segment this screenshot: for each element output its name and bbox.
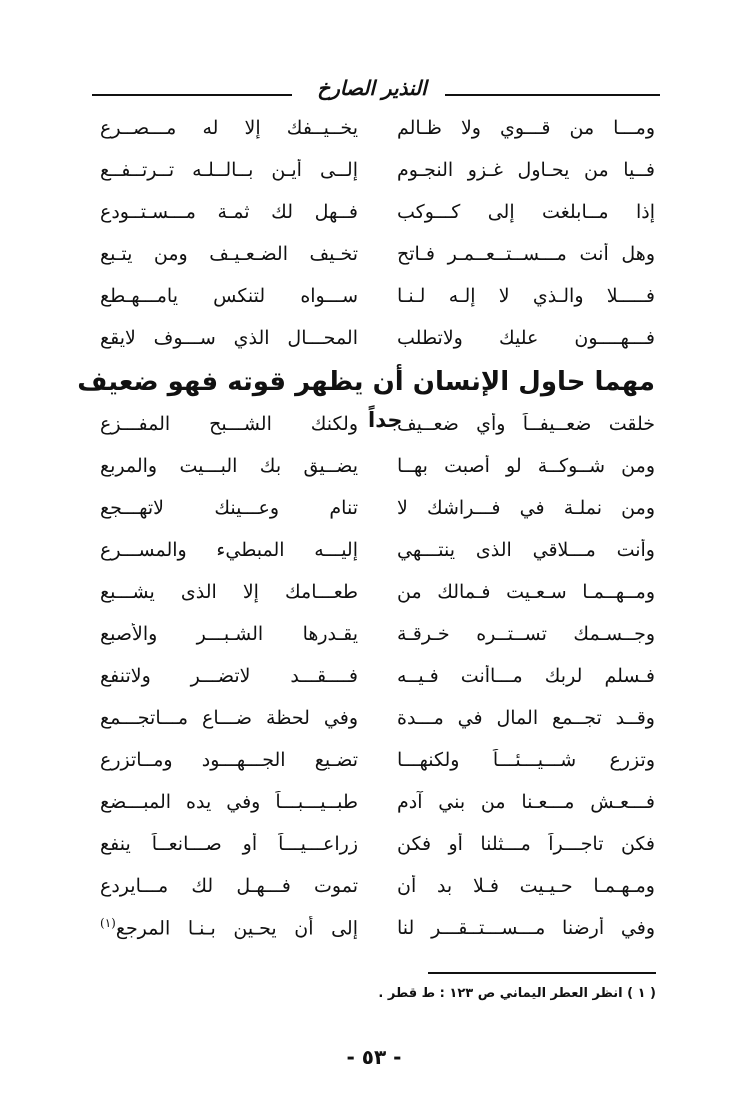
verse-first-hemistich: ومــهــمـا سـعـيت فـمالك من xyxy=(397,581,655,603)
running-header xyxy=(92,76,660,102)
verse-first-hemistich: فـــــلا والـذي لا إلـه لـنـا xyxy=(397,285,655,307)
verse-line xyxy=(100,571,655,613)
verse-second-hemistich: طعـــامك إلا الذى يشـــبع xyxy=(100,581,358,603)
verse-first-hemistich: فكن تاجـــراً مـــثلنا أو فكن xyxy=(397,833,655,855)
verse-second-hemistich: فــــقـــد لاتضـــر ولاتنفع xyxy=(100,665,358,687)
verse-line xyxy=(100,655,655,697)
verse-line xyxy=(100,865,655,907)
verse-first-hemistich: ومن شــوكــة لو أصبت بهــا xyxy=(397,455,655,477)
verse-second-hemistich: يخــيــفك إلا له مـــصــرع xyxy=(100,117,358,139)
verse-first-hemistich: خلقت ضعــيفــاً وأي ضعــيف xyxy=(397,413,655,435)
verse-first-hemistich: فـــهــــون عليك ولاتطلب xyxy=(397,327,655,349)
page-number: - ٥٣ - xyxy=(346,1045,402,1069)
heading-continuation: جداً xyxy=(368,408,403,432)
verse-line xyxy=(100,107,655,149)
verse-first-hemistich: وقــد تجــمع المال في مـــدة xyxy=(397,707,655,729)
verse-first-hemistich: وتزرع شـــيـــئـــاً ولكنهـــا xyxy=(397,749,655,771)
verse-line xyxy=(100,823,655,865)
verse-second-hemistich: طبــيـــبـــاً وفي يده المبـــضع xyxy=(100,791,358,813)
footnote: ( ١ ) انظر العطر اليماني ص ١٢٣ : ط قطر . xyxy=(378,986,656,1001)
verse-first-hemistich: ومن نملـة في فـــراشك لا xyxy=(397,497,655,519)
verse-second-hemistich: ســـواه لتنكس يامـــهـطع xyxy=(100,285,358,307)
footnote-rule xyxy=(428,972,656,974)
verse-line xyxy=(100,445,655,487)
verse-first-hemistich: فــيا من يحـاول غـزو النجـوم xyxy=(397,159,655,181)
header-title: النذير الصارخ xyxy=(317,76,427,100)
verse-second-hemistich: المحـــال الذي ســـوف لايقع xyxy=(100,327,358,349)
verse-line xyxy=(100,233,655,275)
verse-first-hemistich: فـسلم لربك مـــاأنت فـيــه xyxy=(397,665,655,687)
verse-first-hemistich: ومـــا من قـــوي ولا ظـالم xyxy=(397,117,655,139)
verse-first-hemistich: وأنت مـــلاقي الذى ينتـــهي xyxy=(397,539,655,561)
verse-line xyxy=(100,487,655,529)
verse-first-hemistich: إذا مــابلغت إلى كـــوكب xyxy=(397,201,655,223)
verse-second-hemistich: تموت فـــهـل لك مـــايردع xyxy=(100,875,358,897)
verse-line xyxy=(100,697,655,739)
verse-line xyxy=(100,781,655,823)
verse-line xyxy=(100,529,655,571)
section-heading: مهما حاول الإنسان أن يظهر قوته فهو ضعيف xyxy=(77,367,655,397)
verse-second-hemistich: فــهل لك ثمـة مـــسـتــودع xyxy=(100,201,358,223)
verse-first-hemistich: ومـهـمـا حـيـيت فـلا بد أن xyxy=(397,875,655,897)
verse-second-hemistich: تضـيع الجـــهـــود ومــاتزرع xyxy=(100,749,358,771)
verse-second-hemistich: إلــى أيـن بــالــلـه تــرتــفــع xyxy=(100,159,358,181)
verse-first-hemistich: وجــسـمك تســتــره خـرقـة xyxy=(397,623,655,645)
header-rule-right xyxy=(445,94,660,96)
verse-second-hemistich: إليـــه المبطيء والمســـرع xyxy=(100,539,358,561)
verse-line xyxy=(100,403,655,445)
verse-line xyxy=(100,317,655,359)
verse-second-hemistich: وفي لحظة ضـــاع مـــاتجـــمع xyxy=(100,707,358,729)
verse-second-hemistich: تخـيف الضـعـيـف ومن يتـبع xyxy=(100,243,358,265)
verse-first-hemistich: وفي أرضنا مـــســـتــقـــر لنا xyxy=(397,917,655,939)
verse-second-hemistich: يضــيق بك البـــيت والمربع xyxy=(100,455,358,477)
verse-second-hemistich-text: إلى أن يحـين بـنـا المرجع xyxy=(115,917,358,940)
verse-first-hemistich: وهل أنت مـــســتــعــمـر فـاتح xyxy=(397,243,655,265)
verse-line xyxy=(100,907,655,949)
verse-second-hemistich: يقـدرها الشـبـــر والأصبع xyxy=(100,623,358,645)
verse-first-hemistich: فـــعـش مـــعـنا من بني آدم xyxy=(397,791,655,813)
verse-second-hemistich xyxy=(100,916,358,939)
poem-section-2 xyxy=(100,403,655,949)
verse-second-hemistich: زراعـــيـــاً أو صـــانعــاً ينفع xyxy=(100,833,358,855)
verse-line xyxy=(100,191,655,233)
verse-line xyxy=(100,613,655,655)
verse-line xyxy=(100,275,655,317)
header-rule-left xyxy=(92,94,292,96)
verse-second-hemistich: ولكنك الشـــبح المفـــزع xyxy=(100,413,358,435)
poem-section-1 xyxy=(100,107,655,359)
verse-line xyxy=(100,149,655,191)
verse-line xyxy=(100,739,655,781)
verse-second-hemistich: تنام وعـــينك لاتهـــجع xyxy=(100,497,358,519)
footnote-marker: (١) xyxy=(100,916,116,931)
